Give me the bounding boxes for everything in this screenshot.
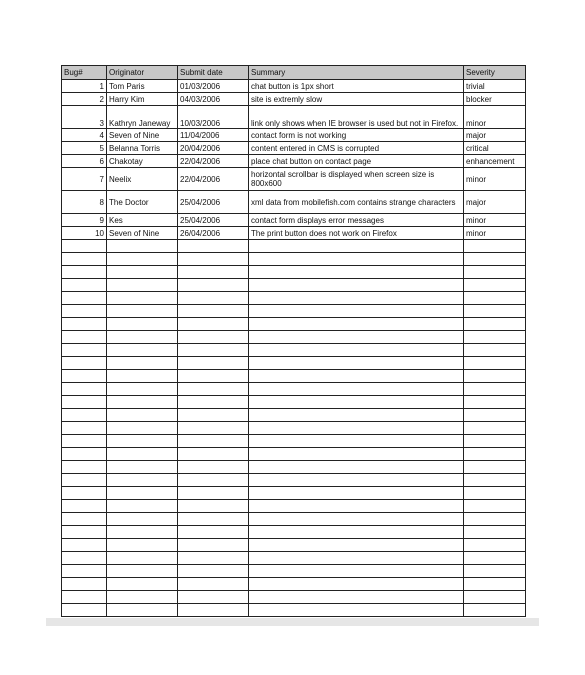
empty-cell xyxy=(178,253,249,266)
empty-cell xyxy=(178,474,249,487)
summary-cell: place chat button on contact page xyxy=(249,155,464,168)
empty-cell xyxy=(107,240,178,253)
empty-cell xyxy=(249,357,464,370)
empty-cell xyxy=(107,396,178,409)
empty-cell xyxy=(178,240,249,253)
empty-cell xyxy=(107,591,178,604)
originator-cell: The Doctor xyxy=(107,191,178,214)
severity-cell: major xyxy=(464,129,526,142)
empty-row xyxy=(62,292,526,305)
empty-row xyxy=(62,526,526,539)
severity-cell: minor xyxy=(464,106,526,129)
summary-cell: contact form displays error messages xyxy=(249,214,464,227)
summary-cell: chat button is 1px short xyxy=(249,80,464,93)
empty-row xyxy=(62,253,526,266)
empty-cell xyxy=(464,513,526,526)
empty-row xyxy=(62,448,526,461)
empty-cell xyxy=(62,279,107,292)
table-header-row xyxy=(62,66,526,80)
empty-cell xyxy=(464,344,526,357)
empty-cell xyxy=(464,266,526,279)
empty-cell xyxy=(249,305,464,318)
empty-cell xyxy=(249,422,464,435)
bug-number-cell: 1 xyxy=(62,80,107,93)
empty-cell xyxy=(249,448,464,461)
empty-cell xyxy=(464,461,526,474)
summary-cell: The print button does not work on Firefox xyxy=(249,227,464,240)
submit-date-cell: 22/04/2006 xyxy=(178,168,249,191)
empty-cell xyxy=(464,409,526,422)
empty-cell xyxy=(464,279,526,292)
empty-cell xyxy=(62,500,107,513)
empty-cell xyxy=(62,578,107,591)
empty-row xyxy=(62,383,526,396)
empty-cell xyxy=(62,526,107,539)
bug-number-cell: 7 xyxy=(62,168,107,191)
originator-cell: Belanna Torris xyxy=(107,142,178,155)
empty-row xyxy=(62,305,526,318)
empty-cell xyxy=(178,383,249,396)
empty-cell xyxy=(62,487,107,500)
summary-cell: xml data from mobilefish.com contains strange characters xyxy=(249,191,464,214)
bug-number-cell: 2 xyxy=(62,93,107,106)
empty-cell xyxy=(107,539,178,552)
empty-cell xyxy=(62,461,107,474)
empty-cell xyxy=(62,565,107,578)
empty-cell xyxy=(249,474,464,487)
header-originator: Originator xyxy=(107,66,178,80)
table-row xyxy=(62,168,526,191)
empty-cell xyxy=(107,435,178,448)
empty-cell xyxy=(178,539,249,552)
empty-row xyxy=(62,513,526,526)
table-row xyxy=(62,191,526,214)
empty-cell xyxy=(62,448,107,461)
empty-cell xyxy=(178,370,249,383)
bug-number-cell: 5 xyxy=(62,142,107,155)
empty-cell xyxy=(249,292,464,305)
empty-cell xyxy=(178,513,249,526)
header-submit-date: Submit date xyxy=(178,66,249,80)
empty-row xyxy=(62,604,526,617)
empty-row xyxy=(62,474,526,487)
empty-cell xyxy=(464,604,526,617)
empty-row xyxy=(62,539,526,552)
empty-cell xyxy=(178,344,249,357)
empty-cell xyxy=(178,552,249,565)
empty-cell xyxy=(107,422,178,435)
empty-cell xyxy=(62,266,107,279)
empty-cell xyxy=(464,435,526,448)
submit-date-cell: 10/03/2006 xyxy=(178,106,249,129)
empty-cell xyxy=(178,357,249,370)
empty-cell xyxy=(249,344,464,357)
empty-row xyxy=(62,500,526,513)
empty-cell xyxy=(249,578,464,591)
empty-row xyxy=(62,396,526,409)
empty-cell xyxy=(107,292,178,305)
submit-date-cell: 11/04/2006 xyxy=(178,129,249,142)
empty-row xyxy=(62,422,526,435)
empty-cell xyxy=(464,318,526,331)
empty-cell xyxy=(178,305,249,318)
submit-date-cell: 04/03/2006 xyxy=(178,93,249,106)
empty-cell xyxy=(107,253,178,266)
empty-cell xyxy=(107,578,178,591)
empty-cell xyxy=(62,409,107,422)
empty-cell xyxy=(62,357,107,370)
empty-cell xyxy=(464,526,526,539)
empty-cell xyxy=(464,539,526,552)
empty-cell xyxy=(178,435,249,448)
severity-cell: minor xyxy=(464,214,526,227)
empty-cell xyxy=(178,604,249,617)
empty-cell xyxy=(464,331,526,344)
submit-date-cell: 01/03/2006 xyxy=(178,80,249,93)
empty-cell xyxy=(62,474,107,487)
empty-cell xyxy=(107,370,178,383)
empty-cell xyxy=(107,526,178,539)
empty-cell xyxy=(249,461,464,474)
empty-cell xyxy=(178,396,249,409)
empty-cell xyxy=(62,513,107,526)
empty-cell xyxy=(178,526,249,539)
empty-cell xyxy=(107,357,178,370)
empty-cell xyxy=(249,565,464,578)
empty-row xyxy=(62,552,526,565)
submit-date-cell: 25/04/2006 xyxy=(178,214,249,227)
empty-cell xyxy=(107,552,178,565)
empty-cell xyxy=(249,604,464,617)
table-row xyxy=(62,214,526,227)
empty-cell xyxy=(249,552,464,565)
empty-cell xyxy=(464,487,526,500)
summary-cell: content entered in CMS is corrupted xyxy=(249,142,464,155)
empty-cell xyxy=(62,370,107,383)
empty-cell xyxy=(249,487,464,500)
table-row xyxy=(62,155,526,168)
empty-cell xyxy=(464,292,526,305)
empty-cell xyxy=(249,370,464,383)
empty-cell xyxy=(249,266,464,279)
empty-cell xyxy=(107,266,178,279)
empty-row xyxy=(62,591,526,604)
empty-cell xyxy=(464,552,526,565)
empty-cell xyxy=(178,461,249,474)
empty-cell xyxy=(107,565,178,578)
empty-cell xyxy=(107,513,178,526)
table-row xyxy=(62,227,526,240)
empty-cell xyxy=(178,292,249,305)
empty-cell xyxy=(178,448,249,461)
empty-cell xyxy=(62,604,107,617)
empty-cell xyxy=(107,461,178,474)
empty-cell xyxy=(178,565,249,578)
empty-cell xyxy=(62,240,107,253)
submit-date-cell: 20/04/2006 xyxy=(178,142,249,155)
bug-number-cell: 10 xyxy=(62,227,107,240)
empty-cell xyxy=(107,409,178,422)
summary-cell: horizontal scrollbar is displayed when screen size is 800x600 xyxy=(249,168,464,191)
empty-cell xyxy=(107,383,178,396)
empty-cell xyxy=(107,331,178,344)
severity-cell: trivial xyxy=(464,80,526,93)
empty-cell xyxy=(107,305,178,318)
empty-cell xyxy=(178,591,249,604)
empty-cell xyxy=(249,500,464,513)
empty-row xyxy=(62,461,526,474)
empty-row xyxy=(62,370,526,383)
empty-cell xyxy=(249,253,464,266)
header-bug-number: Bug# xyxy=(62,66,107,80)
severity-cell: minor xyxy=(464,168,526,191)
empty-row xyxy=(62,565,526,578)
empty-row xyxy=(62,266,526,279)
empty-cell xyxy=(249,279,464,292)
empty-cell xyxy=(62,435,107,448)
empty-cell xyxy=(107,318,178,331)
empty-cell xyxy=(178,422,249,435)
empty-row xyxy=(62,578,526,591)
empty-cell xyxy=(464,305,526,318)
empty-cell xyxy=(249,526,464,539)
severity-cell: major xyxy=(464,191,526,214)
table-row xyxy=(62,142,526,155)
empty-cell xyxy=(178,266,249,279)
empty-cell xyxy=(464,565,526,578)
empty-cell xyxy=(62,422,107,435)
empty-cell xyxy=(464,396,526,409)
empty-row xyxy=(62,357,526,370)
originator-cell: Harry Kim xyxy=(107,93,178,106)
bug-number-cell: 6 xyxy=(62,155,107,168)
empty-cell xyxy=(178,331,249,344)
summary-cell: contact form is not working xyxy=(249,129,464,142)
empty-row xyxy=(62,344,526,357)
empty-cell xyxy=(464,591,526,604)
severity-cell: enhancement xyxy=(464,155,526,168)
summary-cell: site is extremly slow xyxy=(249,93,464,106)
table-row xyxy=(62,106,526,129)
empty-row xyxy=(62,279,526,292)
empty-cell xyxy=(62,331,107,344)
empty-cell xyxy=(464,253,526,266)
empty-cell xyxy=(107,474,178,487)
empty-cell xyxy=(62,344,107,357)
originator-cell: Tom Paris xyxy=(107,80,178,93)
empty-cell xyxy=(464,370,526,383)
empty-cell xyxy=(464,357,526,370)
originator-cell: Neelix xyxy=(107,168,178,191)
table-row xyxy=(62,93,526,106)
bug-number-cell: 4 xyxy=(62,129,107,142)
empty-cell xyxy=(178,578,249,591)
empty-cell xyxy=(464,240,526,253)
empty-cell xyxy=(464,500,526,513)
empty-cell xyxy=(249,435,464,448)
bug-tracking-table xyxy=(61,65,526,617)
empty-cell xyxy=(249,240,464,253)
empty-cell xyxy=(62,318,107,331)
table-row xyxy=(62,129,526,142)
empty-cell xyxy=(62,396,107,409)
empty-cell xyxy=(107,604,178,617)
empty-cell xyxy=(178,409,249,422)
empty-cell xyxy=(62,539,107,552)
originator-cell: Seven of Nine xyxy=(107,227,178,240)
empty-cell xyxy=(464,578,526,591)
empty-row xyxy=(62,331,526,344)
table-row xyxy=(62,80,526,93)
empty-cell xyxy=(178,318,249,331)
empty-cell xyxy=(464,474,526,487)
empty-cell xyxy=(62,292,107,305)
empty-cell xyxy=(107,344,178,357)
empty-cell xyxy=(249,396,464,409)
empty-cell xyxy=(62,305,107,318)
originator-cell: Kes xyxy=(107,214,178,227)
empty-cell xyxy=(464,448,526,461)
empty-cell xyxy=(62,253,107,266)
empty-cell xyxy=(62,383,107,396)
empty-cell xyxy=(178,500,249,513)
originator-cell: Chakotay xyxy=(107,155,178,168)
header-summary: Summary xyxy=(249,66,464,80)
submit-date-cell: 26/04/2006 xyxy=(178,227,249,240)
empty-row xyxy=(62,409,526,422)
page-bottom-bar xyxy=(46,618,539,626)
submit-date-cell: 25/04/2006 xyxy=(178,191,249,214)
summary-cell: link only shows when IE browser is used but not in Firefox. xyxy=(249,106,464,129)
empty-cell xyxy=(178,487,249,500)
empty-cell xyxy=(249,539,464,552)
empty-cell xyxy=(62,552,107,565)
table-body xyxy=(62,80,526,617)
empty-row xyxy=(62,435,526,448)
empty-cell xyxy=(62,591,107,604)
severity-cell: minor xyxy=(464,227,526,240)
empty-cell xyxy=(464,422,526,435)
bug-number-cell: 9 xyxy=(62,214,107,227)
empty-cell xyxy=(464,383,526,396)
empty-row xyxy=(62,240,526,253)
empty-cell xyxy=(249,331,464,344)
empty-row xyxy=(62,318,526,331)
severity-cell: critical xyxy=(464,142,526,155)
empty-cell xyxy=(107,279,178,292)
empty-cell xyxy=(249,513,464,526)
originator-cell: Kathryn Janeway xyxy=(107,106,178,129)
severity-cell: blocker xyxy=(464,93,526,106)
empty-cell xyxy=(249,318,464,331)
empty-cell xyxy=(249,409,464,422)
bug-number-cell: 3 xyxy=(62,106,107,129)
empty-cell xyxy=(178,279,249,292)
empty-cell xyxy=(249,383,464,396)
empty-cell xyxy=(107,487,178,500)
empty-cell xyxy=(107,448,178,461)
bug-number-cell: 8 xyxy=(62,191,107,214)
empty-cell xyxy=(107,500,178,513)
header-severity: Severity xyxy=(464,66,526,80)
originator-cell: Seven of Nine xyxy=(107,129,178,142)
empty-row xyxy=(62,487,526,500)
empty-cell xyxy=(249,591,464,604)
submit-date-cell: 22/04/2006 xyxy=(178,155,249,168)
